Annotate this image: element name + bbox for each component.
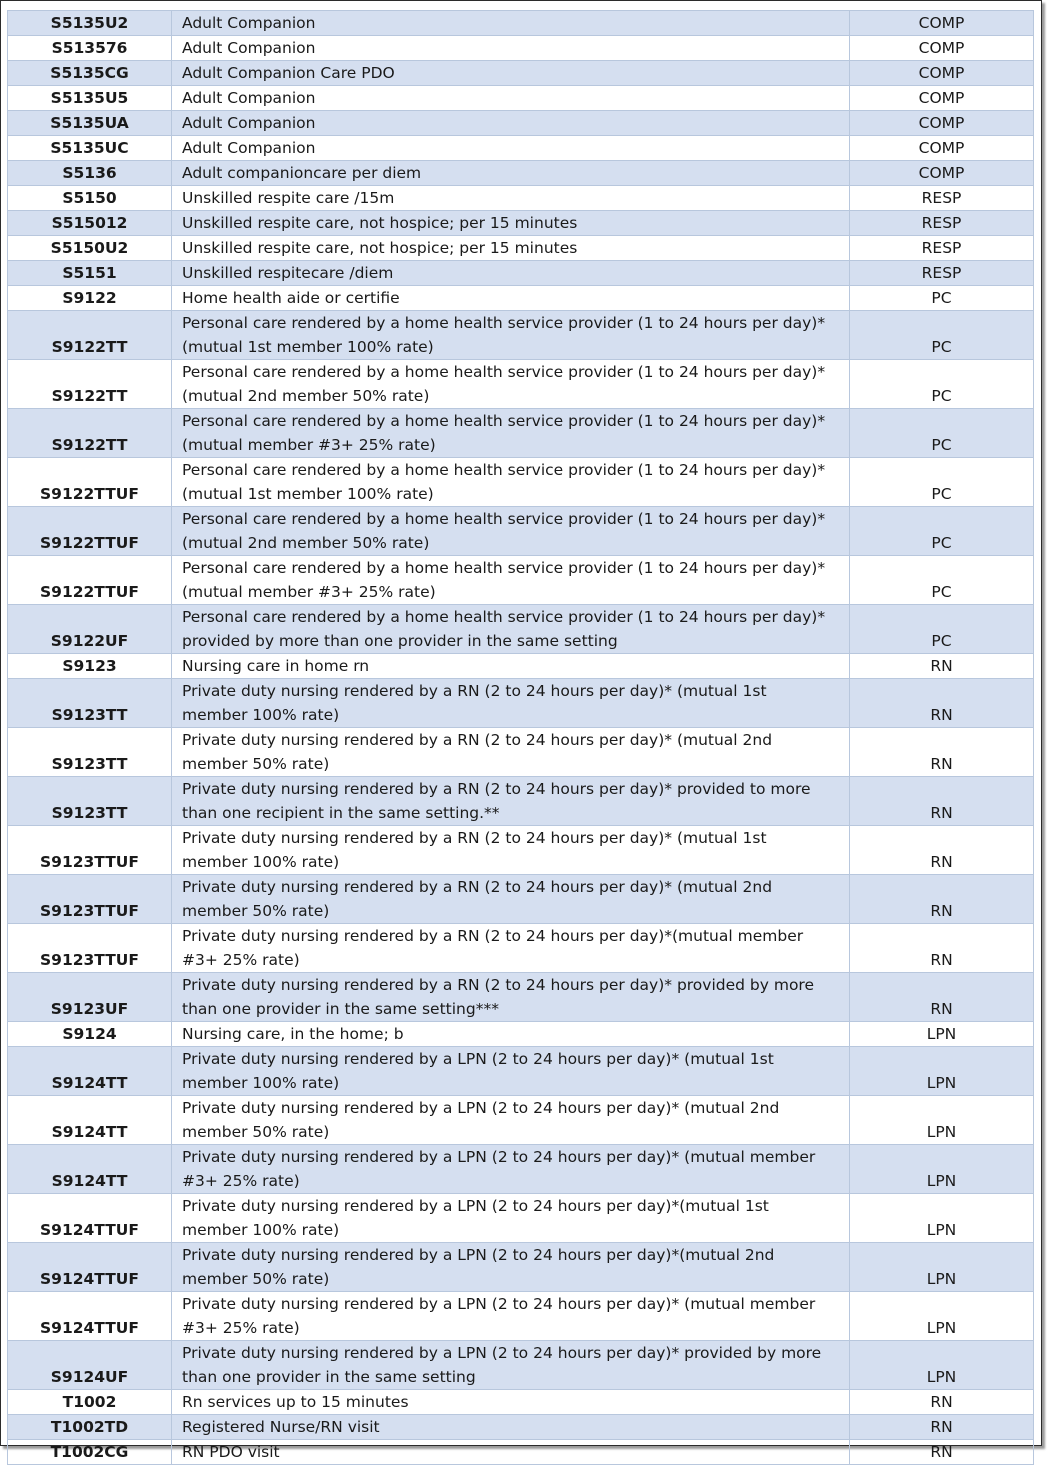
- description-cell: Rn services up to 15 minutes: [172, 1390, 850, 1415]
- table-row: [8, 1243, 1034, 1292]
- description-cell: Personal care rendered by a home health service provider (1 to 24 hours per day)* (mutual 1st member 100% rate): [172, 311, 850, 360]
- description-cell: Unskilled respitecare /diem: [172, 261, 850, 286]
- description-cell: Adult Companion: [172, 136, 850, 161]
- description-cell: Private duty nursing rendered by a RN (2 to 24 hours per day)* provided to more than one recipient in the same setting.**: [172, 777, 850, 826]
- table-row: [8, 1145, 1034, 1194]
- code-cell: S9122TTUF: [8, 507, 172, 556]
- description-cell: Registered Nurse/RN visit: [172, 1415, 850, 1440]
- code-cell: S9124TTUF: [8, 1292, 172, 1341]
- code-cell: S9123TTUF: [8, 826, 172, 875]
- code-cell: S5150: [8, 186, 172, 211]
- description-cell: Home health aide or certifie: [172, 286, 850, 311]
- table-row: [8, 1292, 1034, 1341]
- table-row: [8, 1047, 1034, 1096]
- code-cell: S9122TT: [8, 311, 172, 360]
- code-cell: S9122TTUF: [8, 458, 172, 507]
- code-cell: S9122TTUF: [8, 556, 172, 605]
- category-cell: LPN: [850, 1341, 1034, 1390]
- code-cell: S9124TTUF: [8, 1194, 172, 1243]
- code-cell: S5135UC: [8, 136, 172, 161]
- description-cell: Nursing care, in the home; b: [172, 1022, 850, 1047]
- table-row: [8, 211, 1034, 236]
- category-cell: RESP: [850, 186, 1034, 211]
- table-row: [8, 1440, 1034, 1465]
- category-cell: RN: [850, 1415, 1034, 1440]
- table-body: [8, 11, 1034, 1465]
- description-cell: Private duty nursing rendered by a LPN (2 to 24 hours per day)*(mutual 1st member 100% rate): [172, 1194, 850, 1243]
- table-row: [8, 826, 1034, 875]
- table-row: [8, 111, 1034, 136]
- code-cell: S9124TTUF: [8, 1243, 172, 1292]
- category-cell: LPN: [850, 1022, 1034, 1047]
- category-cell: COMP: [850, 111, 1034, 136]
- table-row: [8, 186, 1034, 211]
- code-cell: S9124: [8, 1022, 172, 1047]
- table-row: [8, 286, 1034, 311]
- category-cell: RESP: [850, 261, 1034, 286]
- description-cell: Private duty nursing rendered by a RN (2 to 24 hours per day)* (mutual 2nd member 50% rate): [172, 875, 850, 924]
- description-cell: RN PDO visit: [172, 1440, 850, 1465]
- code-cell: S9122: [8, 286, 172, 311]
- description-cell: Adult Companion: [172, 36, 850, 61]
- code-cell: S9123TT: [8, 679, 172, 728]
- code-cell: T1002: [8, 1390, 172, 1415]
- description-cell: Adult Companion: [172, 11, 850, 36]
- description-cell: Personal care rendered by a home health service provider (1 to 24 hours per day)* (mutual member #3+ 25% rate): [172, 409, 850, 458]
- code-cell: S9124TT: [8, 1145, 172, 1194]
- table-row: [8, 777, 1034, 826]
- category-cell: RN: [850, 777, 1034, 826]
- table-row: [8, 409, 1034, 458]
- category-cell: PC: [850, 507, 1034, 556]
- code-cell: S9122UF: [8, 605, 172, 654]
- code-cell: S5151: [8, 261, 172, 286]
- code-cell: S9123TTUF: [8, 875, 172, 924]
- table-row: [8, 1341, 1034, 1390]
- description-cell: Private duty nursing rendered by a LPN (2 to 24 hours per day)* (mutual 2nd member 50% rate): [172, 1096, 850, 1145]
- description-cell: Personal care rendered by a home health service provider (1 to 24 hours per day)* (mutual 2nd member 50% rate): [172, 360, 850, 409]
- code-cell: S9123TTUF: [8, 924, 172, 973]
- table-row: [8, 924, 1034, 973]
- category-cell: PC: [850, 360, 1034, 409]
- category-cell: COMP: [850, 11, 1034, 36]
- category-cell: PC: [850, 556, 1034, 605]
- table-row: [8, 236, 1034, 261]
- category-cell: LPN: [850, 1292, 1034, 1341]
- category-cell: COMP: [850, 61, 1034, 86]
- description-cell: Private duty nursing rendered by a LPN (2 to 24 hours per day)* (mutual 1st member 100% rate): [172, 1047, 850, 1096]
- category-cell: LPN: [850, 1096, 1034, 1145]
- table-row: [8, 136, 1034, 161]
- category-cell: RN: [850, 679, 1034, 728]
- table-row: [8, 679, 1034, 728]
- category-cell: RN: [850, 728, 1034, 777]
- table-row: [8, 1096, 1034, 1145]
- category-cell: LPN: [850, 1145, 1034, 1194]
- table-row: [8, 311, 1034, 360]
- category-cell: COMP: [850, 86, 1034, 111]
- category-cell: RN: [850, 1390, 1034, 1415]
- category-cell: PC: [850, 311, 1034, 360]
- code-cell: S5135U2: [8, 11, 172, 36]
- code-cell: S5135U5: [8, 86, 172, 111]
- code-cell: S9124UF: [8, 1341, 172, 1390]
- description-cell: Private duty nursing rendered by a LPN (2 to 24 hours per day)* (mutual member #3+ 25% rate): [172, 1292, 850, 1341]
- table-row: [8, 973, 1034, 1022]
- table-row: [8, 556, 1034, 605]
- table-row: [8, 875, 1034, 924]
- table-row: [8, 161, 1034, 186]
- code-cell: T1002CG: [8, 1440, 172, 1465]
- code-cell: S5135UA: [8, 111, 172, 136]
- table-row: [8, 61, 1034, 86]
- category-cell: RN: [850, 973, 1034, 1022]
- description-cell: Private duty nursing rendered by a RN (2 to 24 hours per day)* (mutual 1st member 100% rate): [172, 679, 850, 728]
- description-cell: Private duty nursing rendered by a RN (2 to 24 hours per day)* (mutual 1st member 100% rate): [172, 826, 850, 875]
- table-row: [8, 458, 1034, 507]
- code-cell: S9123TT: [8, 728, 172, 777]
- description-cell: Unskilled respite care, not hospice; per 15 minutes: [172, 211, 850, 236]
- table-row: [8, 1415, 1034, 1440]
- category-cell: PC: [850, 286, 1034, 311]
- description-cell: Private duty nursing rendered by a LPN (2 to 24 hours per day)* (mutual member #3+ 25% rate): [172, 1145, 850, 1194]
- description-cell: Adult Companion Care PDO: [172, 61, 850, 86]
- table-row: [8, 261, 1034, 286]
- code-cell: S5136: [8, 161, 172, 186]
- category-cell: RN: [850, 826, 1034, 875]
- category-cell: COMP: [850, 36, 1034, 61]
- table-row: [8, 1194, 1034, 1243]
- category-cell: RESP: [850, 236, 1034, 261]
- table-row: [8, 36, 1034, 61]
- description-cell: Adult companioncare per diem: [172, 161, 850, 186]
- code-cell: S513576: [8, 36, 172, 61]
- code-cell: S9124TT: [8, 1047, 172, 1096]
- code-cell: S9123UF: [8, 973, 172, 1022]
- code-cell: S9123TT: [8, 777, 172, 826]
- table-row: [8, 1390, 1034, 1415]
- category-cell: COMP: [850, 161, 1034, 186]
- description-cell: Personal care rendered by a home health service provider (1 to 24 hours per day)* (mutual member #3+ 25% rate): [172, 556, 850, 605]
- service-code-table: [7, 10, 1034, 1465]
- table-row: [8, 507, 1034, 556]
- table-row: [8, 654, 1034, 679]
- description-cell: Nursing care in home rn: [172, 654, 850, 679]
- description-cell: Unskilled respite care /15m: [172, 186, 850, 211]
- category-cell: RN: [850, 875, 1034, 924]
- category-cell: RN: [850, 654, 1034, 679]
- description-cell: Personal care rendered by a home health service provider (1 to 24 hours per day)* (mutual 2nd member 50% rate): [172, 507, 850, 556]
- category-cell: LPN: [850, 1194, 1034, 1243]
- category-cell: PC: [850, 409, 1034, 458]
- description-cell: Private duty nursing rendered by a RN (2 to 24 hours per day)* provided by more than one provider in the same setting***: [172, 973, 850, 1022]
- code-cell: S5150U2: [8, 236, 172, 261]
- code-cell: S5135CG: [8, 61, 172, 86]
- code-cell: T1002TD: [8, 1415, 172, 1440]
- description-cell: Personal care rendered by a home health service provider (1 to 24 hours per day)* provided by more than one provider in the same setting: [172, 605, 850, 654]
- category-cell: LPN: [850, 1047, 1034, 1096]
- category-cell: RN: [850, 924, 1034, 973]
- table-row: [8, 86, 1034, 111]
- code-cell: S9122TT: [8, 409, 172, 458]
- description-cell: Adult Companion: [172, 111, 850, 136]
- code-cell: S515012: [8, 211, 172, 236]
- table-row: [8, 728, 1034, 777]
- category-cell: RN: [850, 1440, 1034, 1465]
- code-cell: S9123: [8, 654, 172, 679]
- description-cell: Private duty nursing rendered by a RN (2 to 24 hours per day)*(mutual member #3+ 25% rate): [172, 924, 850, 973]
- code-cell: S9122TT: [8, 360, 172, 409]
- category-cell: COMP: [850, 136, 1034, 161]
- table-row: [8, 1022, 1034, 1047]
- description-cell: Personal care rendered by a home health service provider (1 to 24 hours per day)* (mutual 1st member 100% rate): [172, 458, 850, 507]
- table-row: [8, 605, 1034, 654]
- category-cell: RESP: [850, 211, 1034, 236]
- category-cell: PC: [850, 458, 1034, 507]
- description-cell: Unskilled respite care, not hospice; per 15 minutes: [172, 236, 850, 261]
- description-cell: Adult Companion: [172, 86, 850, 111]
- description-cell: Private duty nursing rendered by a LPN (2 to 24 hours per day)*(mutual 2nd member 50% rate): [172, 1243, 850, 1292]
- description-cell: Private duty nursing rendered by a LPN (2 to 24 hours per day)* provided by more than one provider in the same setting: [172, 1341, 850, 1390]
- category-cell: LPN: [850, 1243, 1034, 1292]
- category-cell: PC: [850, 605, 1034, 654]
- table-row: [8, 360, 1034, 409]
- description-cell: Private duty nursing rendered by a RN (2 to 24 hours per day)* (mutual 2nd member 50% rate): [172, 728, 850, 777]
- code-cell: S9124TT: [8, 1096, 172, 1145]
- table-row: [8, 11, 1034, 36]
